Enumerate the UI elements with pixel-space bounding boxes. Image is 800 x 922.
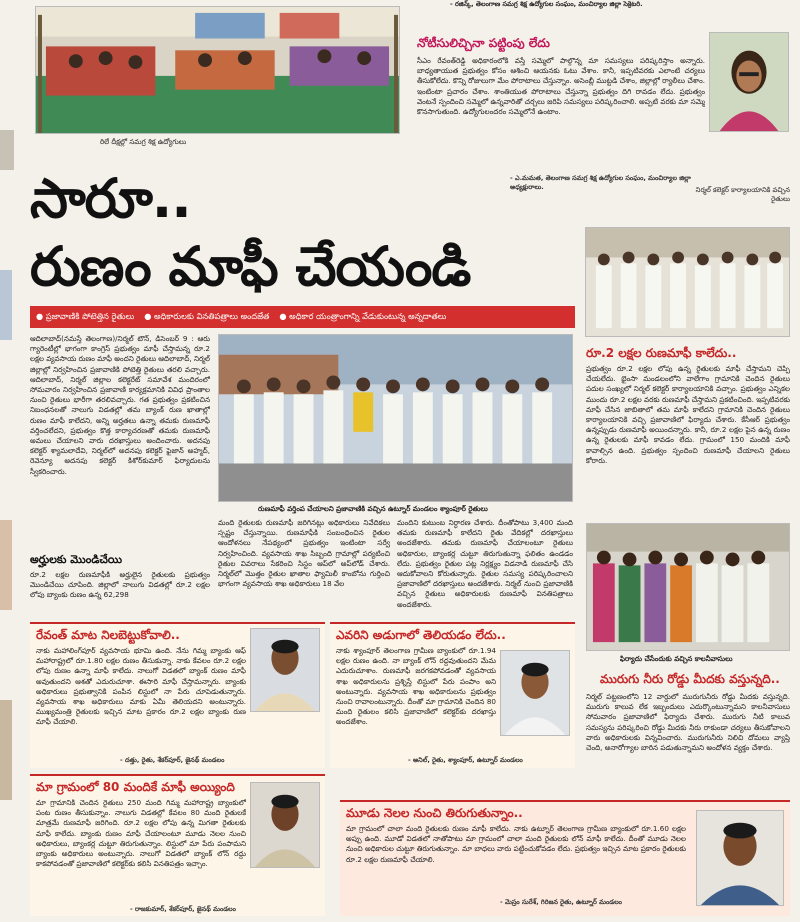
protest-photo-caption: రిలే దీక్షల్లో సమగ్ర శిక్ష ఉద్యోగులు bbox=[100, 138, 187, 146]
colony-residents-caption: ఫిర్యాదు చేసేందుకు వచ్చిన కాలనీవాసులు bbox=[620, 655, 733, 663]
article-right2-heading: మురుగు నీరు రోడ్డు మీదకు వస్తున్నది.. bbox=[600, 672, 780, 686]
suresh-photo bbox=[696, 810, 784, 906]
article-right1-heading: రూ.2 లక్షల రుణమాఫీ కాలేదు.. bbox=[586, 346, 737, 360]
headline-line2: రుణం మాఫీ చేయండి bbox=[30, 235, 471, 298]
box3-byline: - రాజకుమార్, శేకర్‌పూర్, జైనథ్ మండలం bbox=[130, 905, 236, 913]
farmers-group-photo bbox=[218, 334, 573, 502]
bullet-item: ● ప్రజావాణికి పోటెత్తిన రైతులు bbox=[36, 311, 135, 321]
main-story-subhead: అర్హులకు మొండిచేయి bbox=[30, 553, 122, 566]
main-story-body-mid-b: మందిని కుటుంబ నిర్ధారణ చేశారు. దీంతోపాటు 3,400 మంది తమకు రుణమాఫీ కాలేదని రైతు వేదికల్లో దరఖాస్తులు అందజేశారు. తమకు రుణమాఫీ చేయాలంటూ రైతులు అధికారుల, బ్యాంకర్ల చుట్టూ తిరుగుతున్నా ఫలితం ఉండడం లేదు. ప్రభుత్వం రైతుల పట్ల నిర్లక్ష్యం విడనాడి రుణమాఫీ చేసి ఆదుకోవాలని కోరుతున్నారు. రైతుల సమస్య పరిష్కరించాలని ప్రజావాణిలో దరఖాస్తులు అందజేశారు. నిర్మల్ నుంచి ప్రజావాణికి వచ్చిన రైతులు అధికారులకు రుణమాఫీ వినతిపత్రాలు అందజేశారు. bbox=[397, 518, 573, 609]
colony-residents-photo bbox=[586, 523, 790, 651]
box2-byline: - అనిల్, రైతు, శ్యాంపూర్, ఉట్నూర్ మండలం bbox=[408, 756, 523, 764]
box1-byline: - దత్తు, రైతు, శేకర్‌పూర్, జైనథ్ మండలం bbox=[120, 756, 225, 764]
main-story-body: ఆదిలాబాద్(నమస్తే తెలంగాణ)/నిర్మల్ టౌన్, డిసెంబర్ 9 : ఆరు గ్యారెంటీల్లో భాగంగా కాంగ్రెస్ ప్రభుత్వం మాఫీ చేస్తామన్న రూ.2 లక్షల వ్యవసాయ రుణం మాఫీ అందని రైతులు ఆదిలాబాద్, నిర్మల్ జిల్లాల్లో నిర్వహించిన ప్రజావాణికి పోటెత్తి రైతులు తరలి వచ్చారు. ఆదిలాబాద్, నిర్మల్ జిల్లాల కలెక్టరేట్ సమావేశ మందిరంలో సోమవారం నిర్వహించిన ప్రజావాణి కార్యక్రమానికి వివిధ ప్రాంతాల నుంచి రైతులు భారీగా తరలివచ్చారు. గత ప్రభుత్వం ప్రకటించిన నిబంధనలతో నాలుగు విడతల్లో తమ బ్యాంక్ రుణ ఖాతాల్లో రుణం మాఫీ కాలేదని, అన్ని అర్హతలు ఉన్నా తమకు రుణమాఫీ వర్తించలేదని, ప్రభుత్వం కొత్త కార్యాచరణతో తమకు రుణమాఫీ అమలు చేయాలని వారు దరఖాస్తులు అందించారు. అదనపు కలెక్టర్ శ్యామలాదేవి, నిర్మల్‌లో అదనపు కలెక్టర్ ఫైజాన్ అహ్మద్, రెవెన్యూ అదనపు కలెక్టర్ కిశోర్‌కుమార్ ఫిర్యాదులను స్వీకరించారు. bbox=[30, 334, 210, 476]
box4-heading: మూడు నెలల నుంచి తిరుగుతున్నాం.. bbox=[346, 806, 523, 820]
mamatha-photo bbox=[709, 32, 789, 132]
article-right1-body: ప్రభుత్వం రూ.2 లక్షల లోపు ఉన్న రైతులకు మాఫీ చేస్తామని చెప్పి చేయలేదు. భైంసా మండలంలోని వాలేగాం గ్రామానికి చెందిన రైతులు పదుల సంఖ్యలో నిర్మల్ కలెక్టర్ కార్యాలయానికి వచ్చాం. ప్రభుత్వం ఎన్నికల ముందు రూ.2 లక్షల వరకు రుణమాఫీ చేస్తామని ప్రకటించింది. ఇప్పటివరకు మాఫీ చేసిన జాబితాలో తమ మాఫీ కాలేదని గ్రామానికి చెందిన రైతులు కార్యాలయానికి వచ్చి ప్రజావాణిలో ఫిర్యాదు చేశారు. కేసీఆర్ ప్రభుత్వం ఉన్నప్పుడు రుణమాఫీ అయిందన్నారు. కానీ, రూ.2 లక్షల పైన ఉన్న రుణం ఉన్న రైతులకు మాఫీ కావడం లేదు. గ్రామంలో 150 మందికి మాఫీ కావాల్సిన ఉంది. ప్రభుత్వం స్పందించి రుణమాఫీ చేయాలని రైతులు కోరారు. bbox=[586, 364, 790, 465]
article-right2-body: నిర్మల్ పట్టణంలోని 12 వార్డులో మురుగునీరు రోడ్డు మీదకు వస్తున్నది. మురుగు కాలువ లేక ఇబ్బందులు ఎదుర్కొంటున్నామని కాలనీవాసులు సోమవారం ప్రజావాణిలో ఫిర్యాదు చేశారు. మురుగు నీటి కాలువ సమస్యను పరిష్కరించి రోడ్డు మీదకు నీరు రాకుండా చర్యలు తీసుకోవాలని వారు అధికారులకు విన్నవించారు. మురుగునీరు నిలిచి దోమలు వ్యాప్తి చెంది, అనారోగ్యాల బారిన పడుతున్నామని అందోళన వ్యక్తం చేశారు. bbox=[586, 692, 790, 753]
collector-office-photo bbox=[585, 227, 790, 337]
main-story-body-cont: రూ.2 లక్షల రుణమాఫీకి అర్హులైన రైతులకు ప్రభుత్వం మొండిచేయి చూపింది. జిల్లాలో నాలుగు విడతల్లో రూ.2 లక్షల లోపు బ్యాంకు రుణం ఉన్న 62,298 bbox=[30, 570, 210, 600]
box2-body: నాకు శ్యాంపూర్ తెలంగాణ గ్రామీణ బ్యాంకులో రూ.1.94 లక్షల రుణం ఉంది. నా బ్యాంక్ లోన్ రద్దవుతుందని మేమ ఎదురుచూశాం. రుణమాఫీ జరగకపోవడంతో వ్యవసాయ శాఖ అధికారులను ప్రశ్నిస్తే లిస్టులో పేరు పంపాం అని అంటున్నారు. వ్యవసాయ శాఖ అధికారులను ప్రభుత్వం నుంచి రావాలంటున్నారు. దీంతో మా గ్రామానికి చెందిన 80 మంది రైతులం కలిసి ప్రజావాణిలో కలెక్టర్‌కు దరఖాస్తు అందజేశాం. bbox=[336, 646, 496, 727]
box4-body: మా గ్రామంలో చాలా మంది రైతులకు రుణం మాఫీ కాలేదు. నాకు ఉట్నూర్ తెలంగాణ గ్రామీణ బ్యాంకులో రూ.1.60 లక్షల అప్పు ఉంది. మూడో విడతలో నాతోపాటు మా గ్రామంలో చాలా మంది రైతులకు లోన్ మాఫీ కాలేదు. దీంతో మూడు నెలల నుంచి అధికారుల చుట్టూ తిరుగుతున్నాం. మా బాధలు వారు పట్టించుకోవడం లేదు. ప్రభుత్వం ఇచ్చిన మాట ప్రకారం రైతులకు రూ.2 లక్షల రుణమాఫీ చేయాలి. bbox=[346, 824, 686, 864]
anil-photo bbox=[500, 650, 570, 736]
bullet-item: ● అధికారులకు వినతిపత్రాలు అందజేత bbox=[144, 311, 270, 321]
bullet-bar bbox=[30, 306, 575, 328]
rajkumar-photo bbox=[250, 782, 320, 868]
box2-heading: ఎవరిని అడుగాలో తెలియడం లేదు.. bbox=[336, 628, 506, 642]
box4-byline: - మెస్రం సురేశ్, గిరిజన రైతు, ఉట్నూర్ మండలం bbox=[500, 898, 622, 906]
farmers-group-caption: రుణమాఫీ వర్తింప చేయాలని ప్రజావాణికి వచ్చిన ఉట్నూర్ మండలం శ్యాంపూర్ రైతులు bbox=[258, 505, 488, 513]
topline: - రజిన్క్, తెలంగాణ సమగ్ర శిక్ష ఉద్యోగుల సంఘం, మంచిర్యాల జిల్లా సెక్రెటరి. bbox=[450, 0, 643, 8]
protest-photo bbox=[35, 6, 400, 134]
article-top-body: సీఎం రేవంత్‌రెడ్డి అధికారంలోకి వస్తే సమ్మెలో పాల్గొన్న మా సమస్యలు పరిష్కరిస్తాం అన్నారు. బాధ్యతాయుత ప్రభుత్వం కోసం ఆశించి ఆయనకు ఓటు వేశాం. కానీ, ఇప్పటివరకు ఎలాంటి చర్యలు తీసుకోలేదు. కొన్ని రోజులుగా మేం పోరాటాలు చేస్తున్నాం. అసెంబ్లీ ముట్టడి చేశాం, జిల్లాల్లో ర్యాలీలు చేశాం. ఇంటింటా ప్రచారం చేశాం. శాంతియుత పోరాటాలు చేస్తున్నా ప్రభుత్వం దిగి రావడం లేదు. ప్రభుత్వం వెంటనే స్పందించి సమ్మెలో ఉన్నవారితో చర్చలు జరిపి సమస్యలు పరిష్కరించాలి. అప్పటి వరకు మా సమ్మె కొనసాగుతుంది. ఉద్యోగులందరం సమ్మెలోనే ఉంటాం. bbox=[417, 56, 705, 117]
box1-body: నాకు మహాలింగ్‌పూర్ వ్యవసాయ భూమి ఉంది. నేను గిమ్మ బ్యాంకు ఆఫ్ మహారాష్ట్రలో రూ.1.80 లక్షల రుణం తీసుకున్నా. నాకు కేవలం రూ.2 లక్షల లోపు రుణం ఉన్నా మాఫీ కాలేదు. నాలుగో విడతలో బ్యాంక్ రుణం మాఫీ అవుతుందని ఆశతో ఎదురుచూశా. ఈసారి మాఫీ చేస్తామన్నారు. బ్యాంకు అధికారులు ప్రభుత్వానికి పంపిన లిస్టులో నా పేరు చూపెడుతున్నారు. వ్యవసాయ శాఖ అధికారులు మాకు ఏమీ తెలియదని అంటున్నారు. ముఖ్యమంత్రి రైతులకు ఇచ్చిన మాట ప్రకారం రూ.2 లక్షల బ్యాంకు రుణ మాఫీ చేయాలి. bbox=[36, 646, 246, 727]
bullet-item: ● అధికార యంత్రాంగాన్ని వేడుకుంటున్న అన్నదాతలు bbox=[279, 311, 447, 321]
box3-heading: మా గ్రామంలో 80 మందికే మాఫీ అయ్యింది bbox=[36, 780, 235, 794]
dattu-photo bbox=[250, 628, 320, 712]
article-top-byline: - ఎ.మమత, తెలంగాణ సమగ్ర శిక్ష ఉద్యోగుల సంఘం, మంచిర్యాల జిల్లా అధ్యక్షురాలు. bbox=[510, 174, 691, 191]
article-top-heading: నోటీసులిచ్చినా పట్టింపు లేదు bbox=[417, 36, 550, 50]
main-story-body-mid-a: మంది రైతులకు రుణమాఫీ జరిగినట్లు అధికారులు నివేదికలు స్పష్టం చేస్తున్నాయి. రుణమాఫీకి సంబంధించిన రైతుల ఆందోళనలు నేపథ్యంలో ప్రభుత్వం ఇంటింటా సర్వే నిర్వహించింది. వ్యవసాయ శాఖ సిబ్బంది గ్రామాల్లో పర్యటించి రైతుల వివరాలు సేకరించి సిస్టం ఆప్‌లో అప్‌లోడ్ చేశారు. నిర్మల్‌లో మొత్తం రైతుల ఖాతాల ఫ్యామిలీ కాంబోను గుర్తించి భాగంగా వ్యవసాయ శాఖ అధికారులు 18 వేల bbox=[218, 518, 390, 589]
headline-line1: సారూ.. bbox=[30, 167, 191, 230]
collector-photo-caption: నిర్మల్ కలెక్టర్ కార్యాలయానికి వచ్చిన రైతులు bbox=[695, 186, 790, 203]
box3-body: మా గ్రామానికి చెందిన రైతులు 250 మంది గిమ్మ మహారాష్ట్ర బ్యాంకులో పంట రుణం తీసుకున్నాం. నాలుగు విడతల్లో కేవలం 80 మంది రైతులకే మాత్రమే రుణమాఫీ జరిగింది. రూ.2 లక్షల లోపు ఉన్న మిగతా రైతులకు మాఫీ కాలేదు. బ్యాంకు రుణం మాఫీ చేయాలంటూ మూడు నెలల నుంచి అధికారులు, బ్యాంకర్ల చుట్టూ తిరుగుతున్నాం. లిస్టులో మా పేరు పంపామని బ్యాంకు అధికారులు అంటున్నారు. నాలుగో విడతలో బ్యాంక్ లోన్ రద్దు కాకపోవడంతో ప్రజావాణిలో కలెక్టర్‌కు కలిసి వినతిపత్రం ఇచ్చాం. bbox=[36, 798, 246, 869]
page-left-margin bbox=[0, 0, 20, 922]
box1-heading: రేవంత్ మాట నిలబెట్టుకోవాలి.. bbox=[36, 628, 180, 642]
